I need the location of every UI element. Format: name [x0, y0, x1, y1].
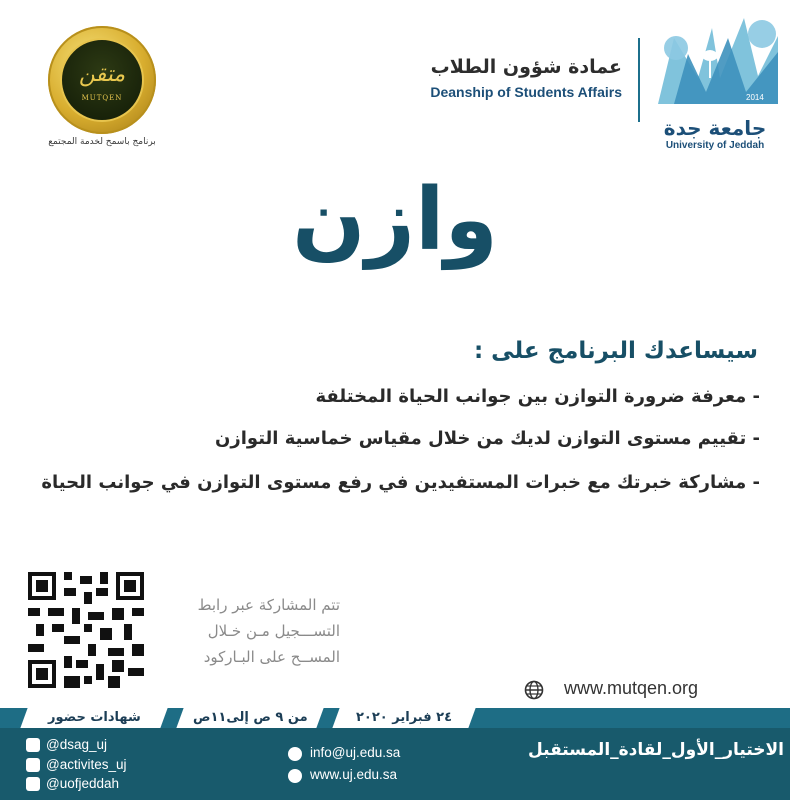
participation-instructions	[160, 592, 340, 670]
event-date-badge	[332, 708, 475, 728]
social-handle: @dsag_uj	[46, 737, 107, 752]
university-website: www.uj.edu.sa	[310, 767, 398, 782]
benefit-point: - معرفة ضرورة التوازن بين جوانب الحياة المختلفة	[315, 386, 760, 407]
globe-icon	[524, 680, 544, 700]
event-date: ٢٤ فبراير ٢٠٢٠	[355, 710, 452, 725]
social-handle: @activites_uj	[46, 757, 127, 772]
social-twitter[interactable]	[26, 737, 206, 755]
contact-email[interactable]	[288, 745, 488, 763]
university-logo-year: 2014	[746, 93, 764, 102]
university-name-arabic: جامعة جدة	[663, 116, 767, 140]
header-divider	[638, 38, 640, 122]
instagram-icon	[26, 777, 40, 791]
seal-english-text: MUTQEN	[81, 94, 123, 102]
university-logo	[654, 8, 782, 108]
program-tagline: برنامج باسمح لخدمة المجتمع	[48, 137, 156, 147]
participation-line: التســـجيل مـن خـلال	[207, 622, 340, 640]
website-link[interactable]	[524, 678, 744, 702]
social-handle: @uofjeddah	[46, 776, 120, 791]
web-icon	[288, 769, 302, 783]
benefit-point: - تقييم مستوى التوازن لديك من خلال مقياس خماسية التوازن	[215, 428, 760, 449]
participation-line: المســح على البـاركود	[203, 648, 340, 666]
university-name-english: University of Jeddah	[665, 140, 765, 151]
footer-hashtag: الاختيار_الأول_لقادة_المستقبل	[527, 740, 784, 760]
registration-qr-code[interactable]	[28, 572, 144, 688]
seal-arabic-text: متقن	[78, 62, 126, 87]
social-instagram[interactable]	[26, 757, 206, 775]
event-time-badge	[176, 708, 323, 728]
certificates-badge	[20, 708, 167, 728]
participation-line: تتم المشاركة عبر رابط	[197, 596, 340, 614]
twitter-icon	[26, 738, 40, 752]
contact-website[interactable]	[288, 767, 488, 785]
certificates-text: شهادات حضور	[47, 710, 141, 725]
email-address: info@uj.edu.sa	[310, 745, 401, 760]
intro-heading: سيساعدك البرنامج على :	[473, 338, 758, 364]
social-instagram-uj[interactable]	[26, 776, 206, 794]
event-time: من ٩ ص إلى١١ص	[192, 710, 308, 725]
deanship-arabic: عمادة شؤون الطلاب	[430, 56, 622, 78]
benefit-point: - مشاركة خبرتك مع خبرات المستفيدين في رفع مستوى التوازن في جوانب الحياة	[41, 472, 760, 493]
mutqen-seal-logo	[48, 26, 156, 134]
program-title: وازن	[292, 170, 498, 270]
website-url: www.mutqen.org	[564, 678, 699, 698]
deanship-english: Deanship of Students Affairs	[430, 84, 622, 100]
email-icon	[288, 747, 302, 761]
instagram-icon	[26, 758, 40, 772]
